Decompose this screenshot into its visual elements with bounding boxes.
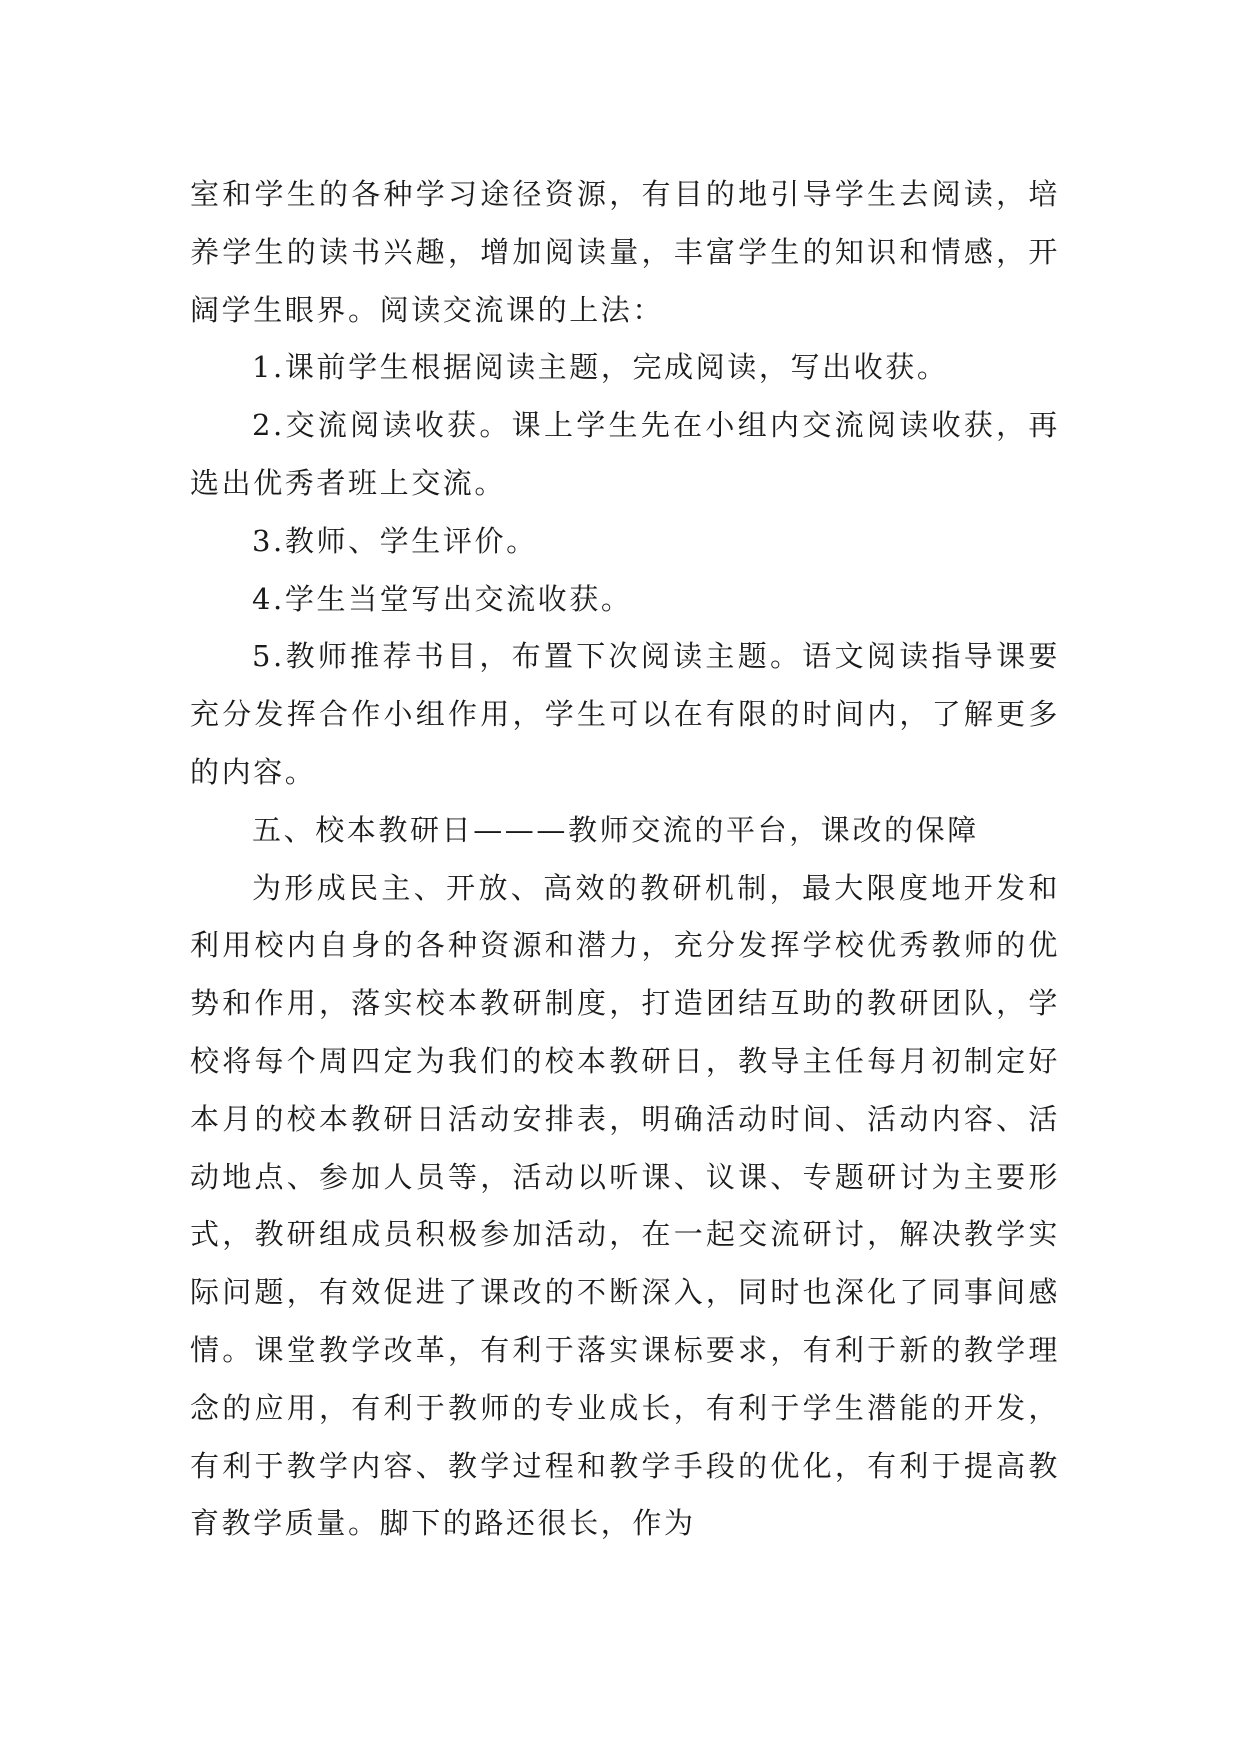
document-body: [190, 166, 1060, 1553]
list-item-2: 2.交流阅读收获。课上学生先在小组内交流阅读收获，再选出优秀者班上交流。: [190, 408, 1060, 500]
section-heading: 五、校本教研日———教师交流的平台，课改的保障: [252, 812, 979, 847]
paragraph-continuation: 室和学生的各种学习途径资源，有目的地引导学生去阅读，培养学生的读书兴趣，增加阅读量，丰富学生的知识和情感，开阔学生眼界。阅读交流课的上法：: [190, 177, 1060, 327]
list-item-5: 5.教师推荐书目，布置下次阅读主题。语文阅读指导课要充分发挥合作小组作用，学生可以在有限的时间内，了解更多的内容。: [190, 639, 1060, 789]
section-paragraph: 为形成民主、开放、高效的教研机制，最大限度地开发和利用校内自身的各种资源和潜力，充分发挥学校优秀教师的优势和作用，落实校本教研制度，打造团结互助的教研团队，学校将每个周四定为我们的校本教研日，教导主任每月初制定好本月的校本教研日活动安排表，明确活动时间、活动内容、活动地点、参加人员等，活动以听课、议课、专题研讨为主要形式，教研组成员积极参加活动，在一起交流研讨，解决教学实际问题，有效促进了课改的不断深入，同时也深化了同事间感情。课堂教学改革，有利于落实课标要求，有利于新的教学理念的应用，有利于教师的专业成长，有利于学生潜能的开发，有利于教学内容、教学过程和教学手段的优化，有利于提高教育教学质量。脚下的路还很长，作为: [190, 870, 1060, 1541]
list-item-3: 3.教师、学生评价。: [252, 523, 538, 558]
list-item-1: 1.课前学生根据阅读主题，完成阅读，写出收获。: [252, 350, 949, 385]
list-item-4: 4.学生当堂写出交流收获。: [252, 581, 633, 616]
